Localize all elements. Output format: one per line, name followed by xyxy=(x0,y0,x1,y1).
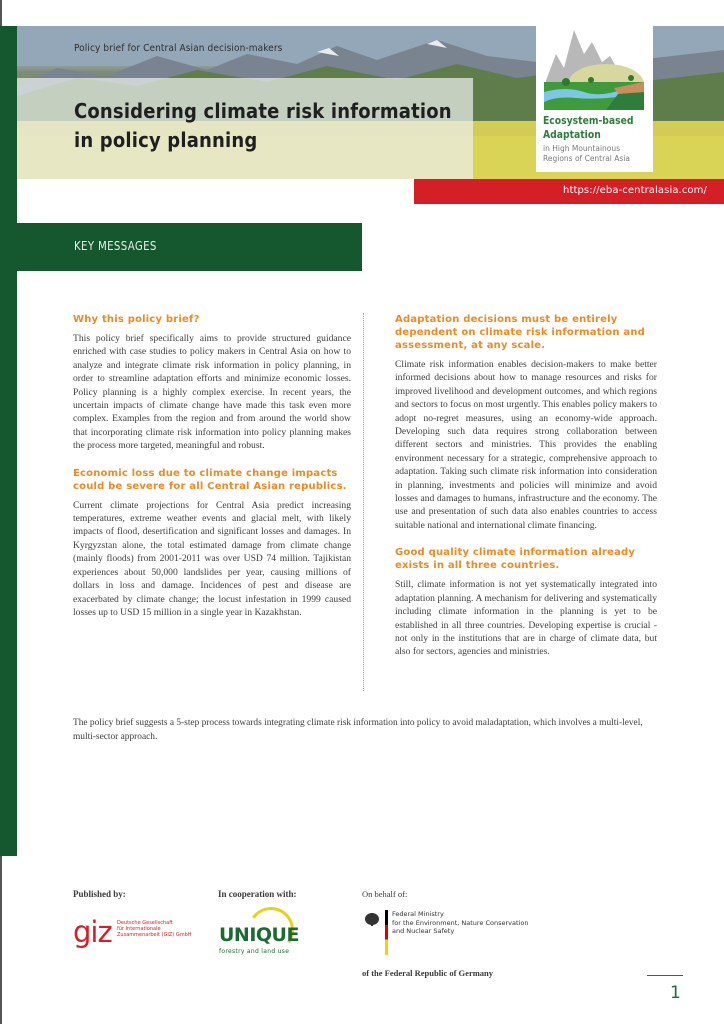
left-edge-line xyxy=(0,856,2,1024)
page-number-rule xyxy=(647,975,683,976)
section-body: Still, climate information is not yet systematically integrated into adaptation planning. A mechanism for delivering and systematically including climate information in the planning is yet to be established in all three countries. Developing expertise is crucial - not only in the institutions that are in charge of climate data, but also for sectors, agencies and ministries. xyxy=(395,579,657,658)
republic-label: of the Federal Republic of Germany xyxy=(362,968,494,978)
section-heading: Good quality climate information already exists in all three countries. xyxy=(395,547,636,572)
on-behalf-label: On behalf of: xyxy=(362,889,408,899)
page-title: Considering climate risk information in policy planning xyxy=(74,99,452,152)
giz-logo-text: Deutsche Gesellschaft für Internationale Zusammenarbeit (GIZ) GmbH xyxy=(117,920,192,938)
summary-paragraph: The policy brief suggests a 5-step process towards integrating climate risk information into policy to avoid maladaptation, which involves a multi-level, multi-sector approach. xyxy=(73,718,643,742)
url-banner xyxy=(414,179,724,204)
right-column xyxy=(395,313,657,673)
eba-logo xyxy=(536,26,653,172)
website-link[interactable]: https://eba-centralasia.com/ xyxy=(563,185,707,196)
section-heading: Economic loss due to climate change impacts could be severe for all Central Asian republics. xyxy=(73,467,347,492)
bmu-logo-text: Federal Ministry for the Environment, Nature Conservation and Nuclear Safety xyxy=(392,910,529,935)
key-messages-bar xyxy=(17,223,362,271)
column-divider xyxy=(363,313,364,691)
logo-title: Ecosystem-based Adaptation xyxy=(543,115,634,141)
section-heading: Adaptation decisions must be entirely dependent on climate risk information and assessment, at any scale. xyxy=(395,314,646,351)
unique-logo-tagline: forestry and land use xyxy=(219,948,290,955)
logo-subtitle: in High Mountainous Regions of Central Asia xyxy=(543,144,630,163)
left-column xyxy=(73,313,351,633)
section-body: Climate risk information enables decision-makers to make better informed decisions about how to manage resources and risks for improved livelihood and development outcomes, and which regions and sectors to focus on most urgently. This enables policy makers to adopt no-regret measures, using an economy-wide approach. Developing such data requires strong collaboration between different sectors and ministries. This provides the enabling environment necessary for a strategic, comprehensive approach to adaptation. Taking such climate risk information into consideration in planning, investments and policies will minimize and avoid losses and damages to humans, infrastructure and the economy. The use and presentation of such data also enables countries to access suitable national and international climate financing. xyxy=(395,359,657,531)
german-flag-bar xyxy=(385,910,388,955)
unique-logo: UNIQUE xyxy=(219,924,299,946)
mountain-landscape-icon xyxy=(536,26,653,111)
cooperation-label: In cooperation with: xyxy=(218,889,297,899)
federal-eagle-icon xyxy=(364,911,380,927)
section-heading: Why this policy brief? xyxy=(73,314,200,325)
section-body: Current climate projections for Central Asia predict increasing temperatures, extreme weather events and glacial melt, with likely impacts of flood, desertification and significant losses and damages. In Kyrgyzstan alone, the total estimated damage from climate change (mainly floods) from 2001-2011 was over USD 74 million. Tajikistan experiences about 50,000 landslides per year, causing millions of dollars in loss and damage. Incidences of pest and disease are exacerbated by climate change; the locust infestation in 1999 caused losses up to USD 15 million in a single year in Kazakhstan. xyxy=(73,499,351,618)
policy-brief-subtitle: Policy brief for Central Asian decision-makers xyxy=(74,43,283,54)
giz-logo: giz xyxy=(73,915,112,949)
key-messages-heading: KEY MESSAGES xyxy=(74,239,157,253)
page-edge xyxy=(0,0,2,26)
section-body: This policy brief specifically aims to provide structured guidance enriched with case studies to policy makers in Central Asia on how to analyze and integrate climate risk information in policy planning, in order to streamline adaptation efforts and minimize economic losses. Policy planning is a highly complex exercise. In recent years, the uncertain impacts of climate change have made this task even more complex. Examples from the region and from around the world show that incorporating climate risk information into policy planning makes the process more targeted, meaningful and robust. xyxy=(73,333,351,452)
published-by-label: Published by: xyxy=(73,889,126,899)
page-number: 1 xyxy=(670,983,681,1003)
left-brand-bar xyxy=(0,26,17,856)
